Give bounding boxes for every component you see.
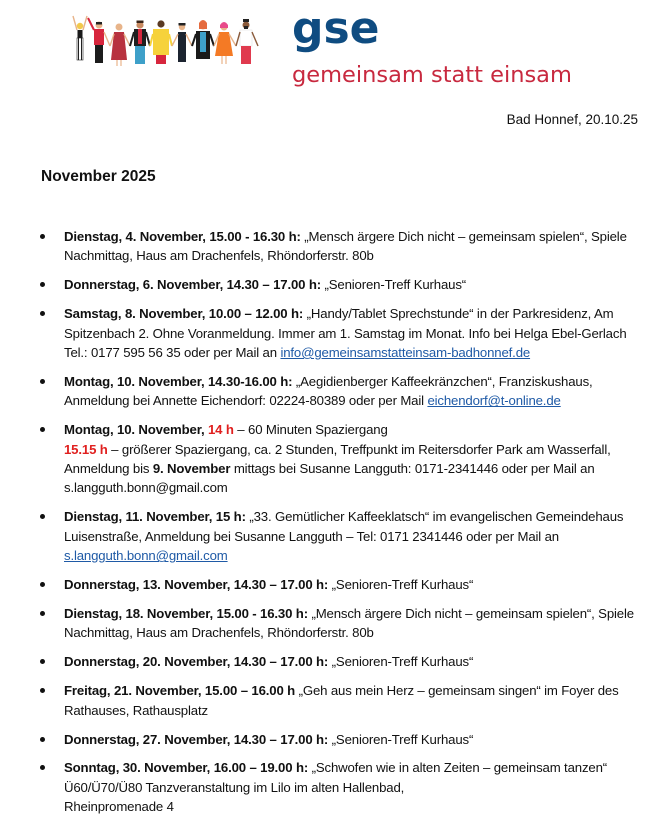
event-description: „Senioren-Treff Kurhaus“ [328, 654, 474, 670]
event-description: Ü60/Ü70/Ü80 Tanzveranstaltung im Lilo im alten Hallenbad, [64, 779, 405, 795]
logo-gse: gse [292, 3, 380, 54]
dateline: Bad Honnef, 20.10.25 [506, 112, 638, 127]
event-description: „33. Gemütlicher Kaffeeklatsch“ im evangelischen Gemeindehaus Luisenstraße, Anmeldung bei Susanne Langguth – Tel: 0171 2341446 oder per Mail an [64, 509, 624, 544]
event-description: „Mensch ärgere Dich nicht – gemeinsam spielen“, Spiele Nachmittag, Haus am Drachenfels, Rhöndorferstr. 80b [64, 229, 627, 264]
event-date: Montag, 10. November, [64, 422, 205, 438]
event-item [0, 372, 671, 411]
event-date: Donnerstag, 6. November, 14.30 – 17.00 h: [64, 277, 321, 293]
event-date: Dienstag, 11. November, 15 h: [64, 509, 246, 525]
bullet-icon [40, 379, 45, 384]
event-item [0, 507, 671, 565]
event-time-highlight: 15.15 h [64, 441, 108, 457]
event-description: Rheinpromenade 4 [64, 799, 174, 815]
event-date: Donnerstag, 27. November, 14.30 – 17.00 h: [64, 731, 329, 747]
bullet-icon [40, 688, 45, 693]
logo-tagline: gemeinsam statt einsam [292, 62, 572, 88]
event-description: – 60 Minuten Spaziergang [233, 422, 388, 438]
event-deadline: 9. November [152, 461, 231, 477]
event-date: Samstag, 8. November, 10.00 – 12.00 h: [64, 306, 304, 322]
event-item [0, 730, 671, 749]
event-date: Freitag, 21. November, 15.00 – 16.00 h [64, 683, 296, 699]
event-description: „Handy/Tablet Sprechstunde“ in der Parkresidenz, Am Spitzenbach 2. Ohne Voranmeldung. Immer am 1. Samstag im Monat. Info bei Helga Ebel-Gerlach Tel.: 0177 595 56 35 oder per Mail an [64, 306, 627, 361]
event-date: Donnerstag, 20. November, 14.30 – 17.00 h: [64, 654, 329, 670]
bullet-icon [40, 427, 45, 432]
email-link[interactable]: eichendorf@t-online.de [427, 393, 561, 409]
event-description: „Geh aus mein Herz – gemeinsam singen“ im Foyer des Rathauses, Rathausplatz [64, 683, 619, 718]
email-link[interactable]: s.langguth.bonn@gmail.com [64, 548, 228, 564]
event-date: Donnerstag, 13. November, 14.30 – 17.00 h: [64, 577, 329, 593]
event-item [0, 275, 671, 294]
bullet-icon [40, 514, 45, 519]
event-description: „Senioren-Treff Kurhaus“ [320, 277, 467, 293]
bullet-icon [40, 311, 45, 316]
event-item [0, 420, 671, 498]
event-item [0, 304, 671, 362]
event-date: Dienstag, 4. November, 15.00 - 16.30 h: [64, 229, 301, 244]
event-item [0, 652, 671, 671]
people-holding-hands-icon [72, 14, 284, 82]
event-item [0, 575, 671, 594]
event-description: „Aegidienberger Kaffeekränzchen“, Franziskushaus, Anmeldung bei Annette Eichendorf: 02224-80389 oder per Mail [64, 373, 593, 409]
event-item [0, 604, 671, 643]
event-date: Dienstag, 18. November, 15.00 - 16.30 h: [64, 606, 308, 621]
event-description: „Senioren-Treff Kurhaus“ [328, 577, 474, 593]
bullet-icon [40, 659, 45, 664]
event-item [0, 227, 671, 266]
bullet-icon [40, 582, 45, 587]
event-description: „Senioren-Treff Kurhaus“ [328, 731, 474, 747]
month-title: November 2025 [41, 168, 156, 185]
event-date: Montag, 10. November, 14.30-16.00 h: [64, 373, 293, 389]
bullet-icon [40, 611, 45, 616]
event-item [0, 758, 671, 816]
bullet-icon [40, 282, 45, 287]
event-description: „Mensch ärgere Dich nicht – gemeinsam spielen“, Spiele Nachmittag, Haus am Drachenfels, Rhöndorferstr. 80b [64, 606, 634, 641]
event-description: „Schwofen wie in alten Zeiten – gemeinsam tanzen“ [308, 760, 607, 776]
event-time-highlight: 14 h [204, 422, 234, 438]
bullet-icon [40, 765, 45, 770]
email-link[interactable]: info@gemeinsamstatteinsam-badhonnef.de [280, 345, 531, 361]
bullet-icon [40, 737, 45, 742]
event-description: mittags bei Susanne Langguth: 0171-2341446 oder per Mail an s.langguth.bonn@gmail.com [64, 461, 595, 496]
bullet-icon [40, 234, 45, 239]
event-list [0, 227, 671, 826]
letterhead [0, 0, 671, 95]
event-description: – größerer Spaziergang, ca. 2 Stunden, Treffpunkt im Reitersdorfer Park am Wasserfall, Anmeldung bis [64, 441, 611, 477]
event-item [0, 681, 671, 720]
event-date: Sonntag, 30. November, 16.00 – 19.00 h: [64, 760, 309, 776]
